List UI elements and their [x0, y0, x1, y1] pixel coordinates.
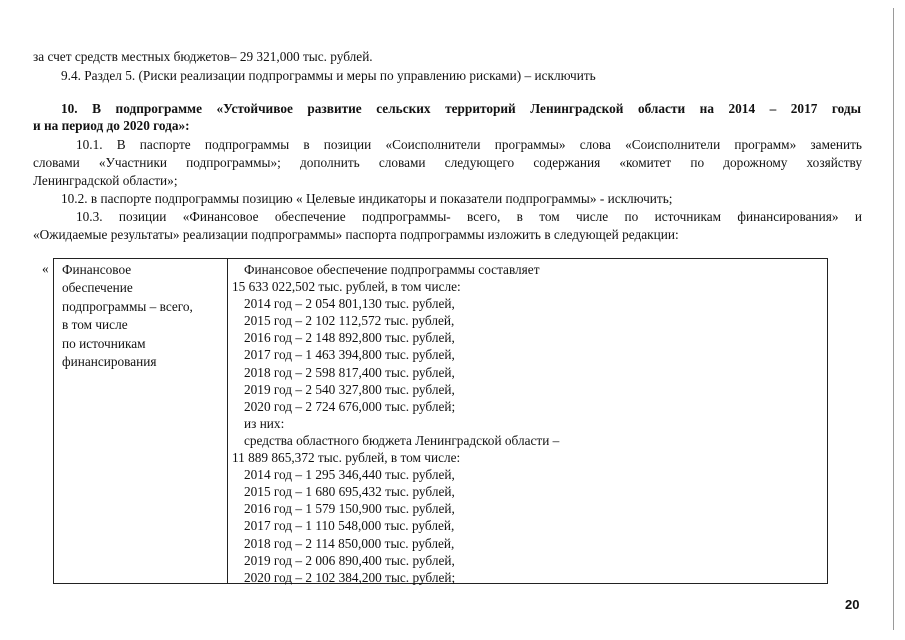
right-cell-line: 2017 год – 1 463 394,800 тыс. рублей, [244, 347, 455, 363]
left-cell-line: подпрограммы – всего, [62, 298, 193, 314]
item-10-2: 10.2. в паспорте подпрограммы позицию « Целевые индикаторы и показатели подпрограммы» - исключить; [61, 191, 673, 206]
table-right-cell [232, 261, 822, 586]
opening-quote: « [42, 261, 49, 276]
right-cell-line: средства областного бюджета Ленинградской области – [244, 432, 560, 448]
right-cell-line: 2020 год – 2 102 384,200 тыс. рублей; [244, 569, 456, 585]
item-9-4: 9.4. Раздел 5. (Риски реализации подпрограммы и меры по управлению рисками) – исключить [61, 68, 596, 83]
page-number: 20 [845, 597, 860, 612]
section-10-heading-line1: 10. В подпрограмме «Устойчивое развитие сельских территорий Ленинградской области на 2014 – 2017 годы [61, 101, 861, 116]
scan-edge-line [893, 8, 894, 630]
right-cell-line: 2018 год – 2 598 817,400 тыс. рублей, [244, 364, 455, 380]
right-cell-line: 15 633 022,502 тыс. рублей, в том числе: [232, 279, 461, 295]
right-cell-line: 2015 год – 1 680 695,432 тыс. рублей, [244, 484, 455, 500]
table-column-divider [227, 258, 228, 584]
right-cell-line: 2016 год – 1 579 150,900 тыс. рублей, [244, 501, 455, 517]
section-10-heading-line2: и на период до 2020 года»: [33, 118, 190, 133]
right-cell-line: 2019 год – 2 540 327,800 тыс. рублей, [244, 381, 455, 397]
right-cell-line: 2017 год – 1 110 548,000 тыс. рублей, [244, 518, 455, 534]
right-cell-line: Финансовое обеспечение подпрограммы составляет [244, 262, 540, 277]
left-cell-line: по источникам [62, 335, 146, 351]
right-cell-line: 2015 год – 2 102 112,572 тыс. рублей, [244, 313, 455, 329]
right-cell-line: 2016 год – 2 148 892,800 тыс. рублей, [244, 330, 455, 346]
table-left-cell [62, 261, 222, 371]
right-cell-line: 2018 год – 2 114 850,000 тыс. рублей, [244, 535, 455, 551]
budget-line: за счет средств местных бюджетов– 29 321,000 тыс. рублей. [33, 49, 373, 64]
left-cell-line: Финансовое [62, 262, 132, 277]
item-10-1-line2: словами «Участники подпрограммы»; дополнить словами следующего содержания «комитет по дорожному хозяйству [33, 155, 862, 170]
item-10-3-line2: «Ожидаемые результаты» реализации подпрограммы» паспорта подпрограммы изложить в следующей редакции: [33, 227, 679, 242]
left-cell-line: в том числе [62, 317, 128, 333]
right-cell-line: 2014 год – 1 295 346,440 тыс. рублей, [244, 467, 455, 483]
right-cell-line: из них: [244, 415, 285, 431]
right-cell-line: 2014 год – 2 054 801,130 тыс. рублей, [244, 296, 455, 312]
right-cell-line: 2020 год – 2 724 676,000 тыс. рублей; [244, 398, 456, 414]
left-cell-line: обеспечение [62, 280, 133, 296]
item-10-1-line3: Ленинградской области»; [33, 173, 178, 188]
item-10-3-line1: 10.3. позиции «Финансовое обеспечение подпрограммы- всего, в том числе по источникам финансирования» и [76, 209, 862, 224]
item-10-1-line1: 10.1. В паспорте подпрограммы в позиции «Соисполнители программы» слова «Соисполнители программ» заменить [76, 137, 862, 152]
left-cell-line: финансирования [62, 354, 157, 370]
right-cell-line: 2019 год – 2 006 890,400 тыс. рублей, [244, 552, 455, 568]
right-cell-line: 11 889 865,372 тыс. рублей, в том числе: [232, 450, 461, 466]
